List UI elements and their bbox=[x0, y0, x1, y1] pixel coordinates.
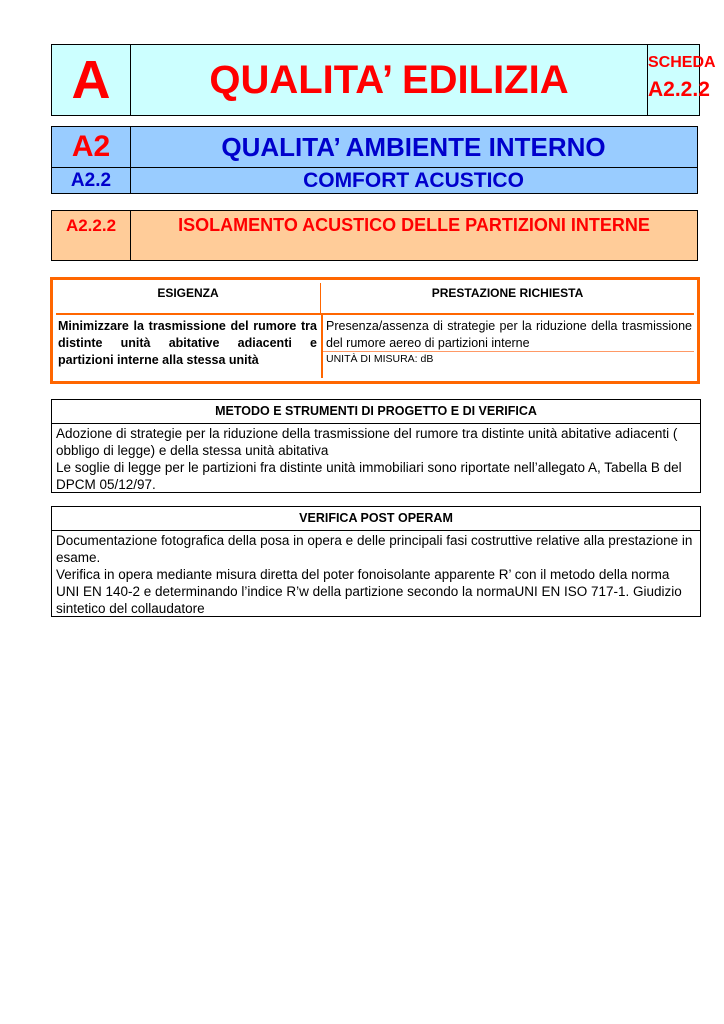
verifica-body bbox=[56, 532, 696, 617]
subsection-row bbox=[52, 168, 697, 193]
subsection-code: A2.2 bbox=[70, 169, 112, 191]
section-row bbox=[52, 127, 697, 168]
item-code: A2.2.2 bbox=[52, 211, 131, 260]
category-letter: A bbox=[52, 45, 131, 115]
esigenza-table bbox=[50, 277, 700, 384]
item-title: ISOLAMENTO ACUSTICO DELLE PARTIZIONI INTERNE bbox=[178, 215, 650, 235]
metodo-heading: METODO E STRUMENTI DI PROGETTO E DI VERIFICA bbox=[52, 400, 700, 424]
table-divider bbox=[56, 313, 694, 315]
verifica-heading: VERIFICA POST OPERAM bbox=[52, 507, 700, 531]
metodo-line: Le soglie di legge per le partizioni fra distinte unità immobiliari sono riportate nell’allegato A, Tabella B del DPCM 05/12/97. bbox=[56, 460, 682, 492]
verifica-section bbox=[51, 506, 701, 617]
scheda-label: SCHEDA bbox=[648, 54, 716, 71]
metodo-body bbox=[56, 425, 696, 493]
table-divider bbox=[323, 351, 694, 352]
section-title: QUALITA’ AMBIENTE INTERNO bbox=[221, 131, 606, 162]
scheda-code: A2.2.2 bbox=[648, 78, 710, 101]
metodo-line: Adozione di strategie per la riduzione della trasmissione del rumore tra distinte unità abitative adiacenti ( obbligo di legge) e della stessa unità abitativa bbox=[56, 426, 678, 458]
prestazione-header: PRESTAZIONE RICHIESTA bbox=[431, 286, 584, 300]
item-box bbox=[51, 210, 698, 261]
esigenza-header: ESIGENZA bbox=[56, 283, 321, 313]
page-title: QUALITA’ EDILIZIA bbox=[131, 45, 648, 115]
section-code: A2 bbox=[71, 130, 111, 163]
esigenza-text: Minimizzare la trasmissione del rumore tra distinte unità abitative adiacenti e partizioni interne alla stessa unità bbox=[58, 319, 317, 367]
verifica-line: Verifica in opera mediante misura diretta del poter fonoisolante apparente R’ con il metodo della norma UNI EN 140-2 e determinando l’indice R’w della partizione secondo la normaUNI EN ISO 717-1. Giudizio sintetico del collaudatore bbox=[56, 567, 682, 616]
section-box bbox=[51, 126, 698, 194]
verifica-line: Documentazione fotografica della posa in opera e delle principali fasi costruttive relative alla prestazione in esame. bbox=[56, 533, 693, 565]
scheda-cell bbox=[648, 45, 716, 115]
table-divider bbox=[321, 313, 323, 378]
header-box bbox=[51, 44, 716, 116]
prestazione-text: Presenza/assenza di strategie per la riduzione della trasmissione del rumore aereo di partizioni interne bbox=[326, 319, 692, 350]
unita-misura: UNITÀ DI MISURA: dB bbox=[326, 353, 434, 365]
metodo-section bbox=[51, 399, 701, 493]
subsection-title: COMFORT ACUSTICO bbox=[303, 168, 524, 192]
